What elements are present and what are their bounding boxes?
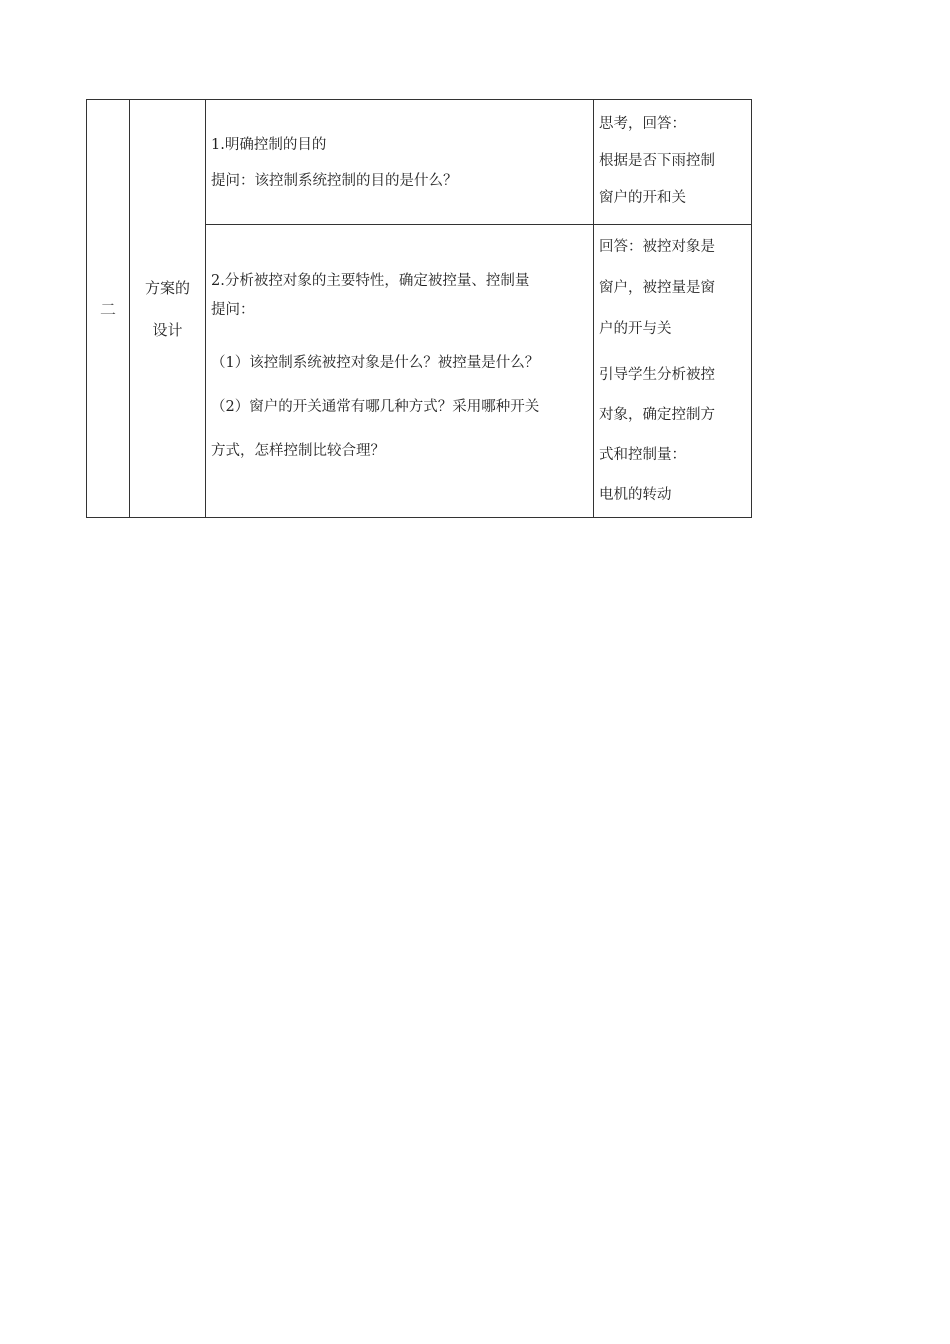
teaching-content-cell bbox=[206, 100, 594, 225]
step-number: 二 bbox=[99, 300, 116, 319]
activity-line: 对象，确定控制方 bbox=[599, 407, 715, 423]
activity-line: 式和控制量： bbox=[599, 447, 686, 463]
content-question-label: 提问： bbox=[211, 302, 255, 318]
activity-line: 引导学生分析被控 bbox=[599, 367, 715, 383]
table-row bbox=[87, 100, 752, 225]
content-question: （1）该控制系统被控对象是什么？被控量是什么？ bbox=[211, 355, 540, 371]
activity-line: 回答：被控对象是 bbox=[599, 239, 715, 255]
activity-line: 户的开与关 bbox=[599, 321, 672, 337]
content-heading: 1.明确控制的目的 bbox=[211, 137, 327, 153]
activity-line: 根据是否下雨控制 bbox=[599, 153, 715, 169]
activity-line: 窗户的开和关 bbox=[599, 190, 686, 206]
section-title-line: 设计 bbox=[152, 320, 183, 339]
content-question: 方式，怎样控制比较合理？ bbox=[211, 443, 385, 459]
activity-line: 电机的转动 bbox=[599, 487, 672, 503]
lesson-plan-table bbox=[86, 99, 752, 518]
student-activity-cell bbox=[594, 225, 752, 518]
section-title-line: 方案的 bbox=[144, 278, 190, 297]
content-heading: 2.分析被控对象的主要特性，确定被控量、控制量 bbox=[211, 273, 530, 289]
content-question: （2）窗户的开关通常有哪几种方式？采用哪种开关 bbox=[211, 399, 540, 415]
activity-line: 窗户，被控量是窗 bbox=[599, 280, 715, 296]
activity-line: 思考，回答： bbox=[599, 116, 686, 132]
student-activity-cell bbox=[594, 100, 752, 225]
teaching-content-cell bbox=[206, 225, 594, 518]
section-title-cell bbox=[130, 100, 206, 518]
step-number-cell bbox=[87, 100, 130, 518]
content-question: 提问：该控制系统控制的目的是什么？ bbox=[211, 173, 458, 189]
